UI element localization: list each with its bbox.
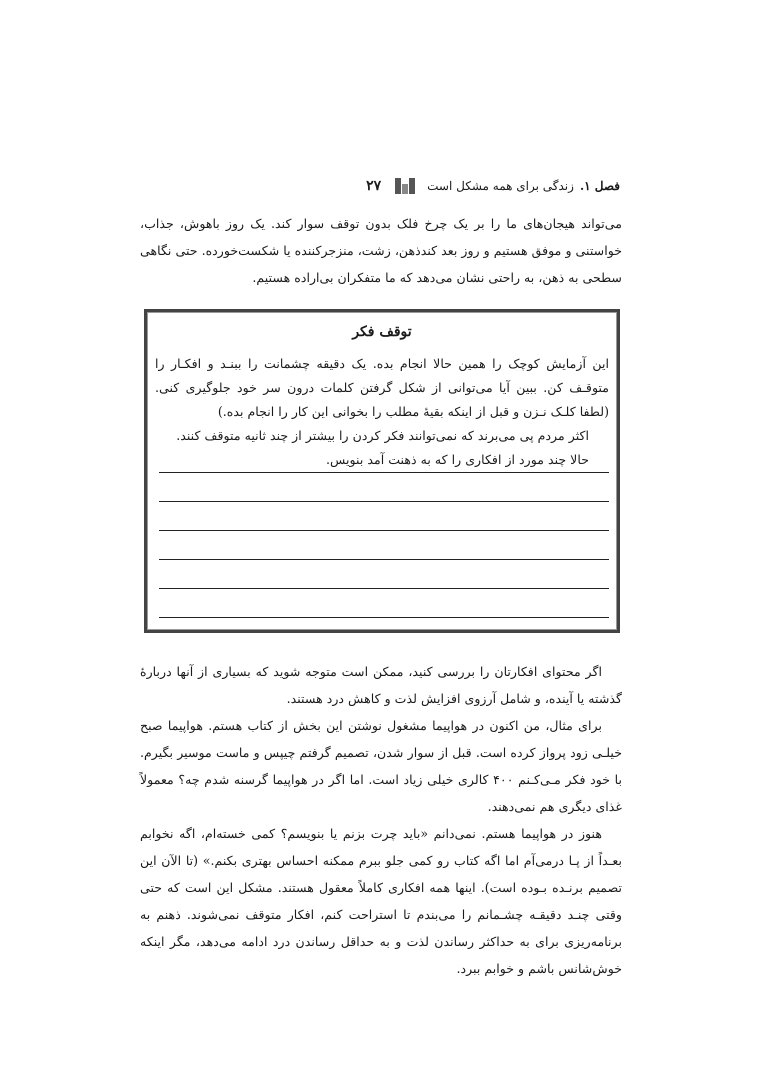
pause-exercise-box	[144, 309, 620, 633]
answer-line	[159, 530, 609, 531]
running-header	[140, 176, 620, 196]
answer-line	[159, 501, 609, 502]
answer-line	[159, 617, 609, 618]
paragraph: می‌تواند هیجان‌های ما را بر یک چرخ فلک بدون توقف سوار کند. یک روز باهوش، جذاب، خواستنی و موفق هستیم و روز بعد کندذهن، زشت، منزجرکننده یا شکست‌خورده. حتی نگاهی سطحی به ذهن، به راحتی نشان می‌دهد که ما متفکران بی‌اراده هستیم.	[140, 216, 622, 285]
chapter-label: فصل ۱.	[579, 179, 620, 193]
chapter-title: زندگی برای همه مشکل است	[427, 179, 574, 193]
box-body	[155, 352, 609, 472]
paragraph: برای مثال، من اکنون در هواپیما مشغول نوشتن این بخش از کتاب هستم. هواپیما صبح خیلـی زود پرواز کرده است. قبل از سوار شدن، تصمیم گرفتم چیپس و ماست موسیر بگیرم. با خود فکر مـی‌کـنم ۴۰۰ کالری خیلی زیاد است. اما اگر در هواپیما گرسنه شدم چه؟ معمولاً غذای دیگری هم نمی‌دهند.	[140, 718, 622, 814]
body-text	[140, 658, 622, 982]
answer-line	[159, 472, 609, 473]
answer-line	[159, 559, 609, 560]
book-logo-icon	[393, 178, 415, 194]
box-paragraph: حالا چند مورد از افکاری را که به ذهنت آمد بنویس.	[325, 452, 589, 467]
box-title: توقف فکر	[352, 324, 412, 340]
paragraph: هنوز در هواپیما هستم. نمی‌دانم «باید چرت بزنم یا بنویسم؟ کمی خسته‌ام، اگه نخوابم بعـداً از پـا درمی‌آم اما اگه کتاب رو کمی جلو ببرم ممکنه احساس بهتری بکنم.» (تا الآن این تصمیم برنـده بـوده است). اینها همه افکاری کاملاً معقول هستند. مشکل این است که حتی وقتی چنـد دقیقـه چشـمانم را می‌بندم تا استراحت کنم، افکار متوقف نمی‌شوند. ذهنم به برنامه‌ریزی برای به حداکثر رساندن لذت و به حداقل رساندن درد ادامه می‌دهد، مگر اینکه خوش‌شانس باشم و خوابم ببرد.	[140, 826, 622, 976]
page-number: ۲۷	[366, 178, 382, 194]
answer-lines	[159, 472, 609, 624]
answer-line	[159, 588, 609, 589]
box-paragraph: این آزمایش کوچک را همین حالا انجام بده. یک دقیقه چشمانت را ببنـد و افکـار را متوقـف کن. ببین آیا می‌توانی از شکل گرفتن کلمات درون سر خود جلوگیری کنی. (لطفا کلـک نـزن و قبل از اینکه بقیهٔ مطلب را بخوانی این کار را انجام بده.)	[155, 356, 609, 419]
intro-paragraph	[140, 210, 622, 291]
box-paragraph: اکثر مردم پی می‌برند که نمی‌توانند فکر کردن را بیشتر از چند ثانیه متوقف کنند.	[176, 428, 589, 443]
paragraph: اگر محتوای افکارتان را بررسی کنید، ممکن است متوجه شوید که بسیاری از آنها دربارهٔ گذشته یا آینده، و شامل آرزوی افزایش لذت و کاهش درد هستند.	[140, 664, 622, 706]
